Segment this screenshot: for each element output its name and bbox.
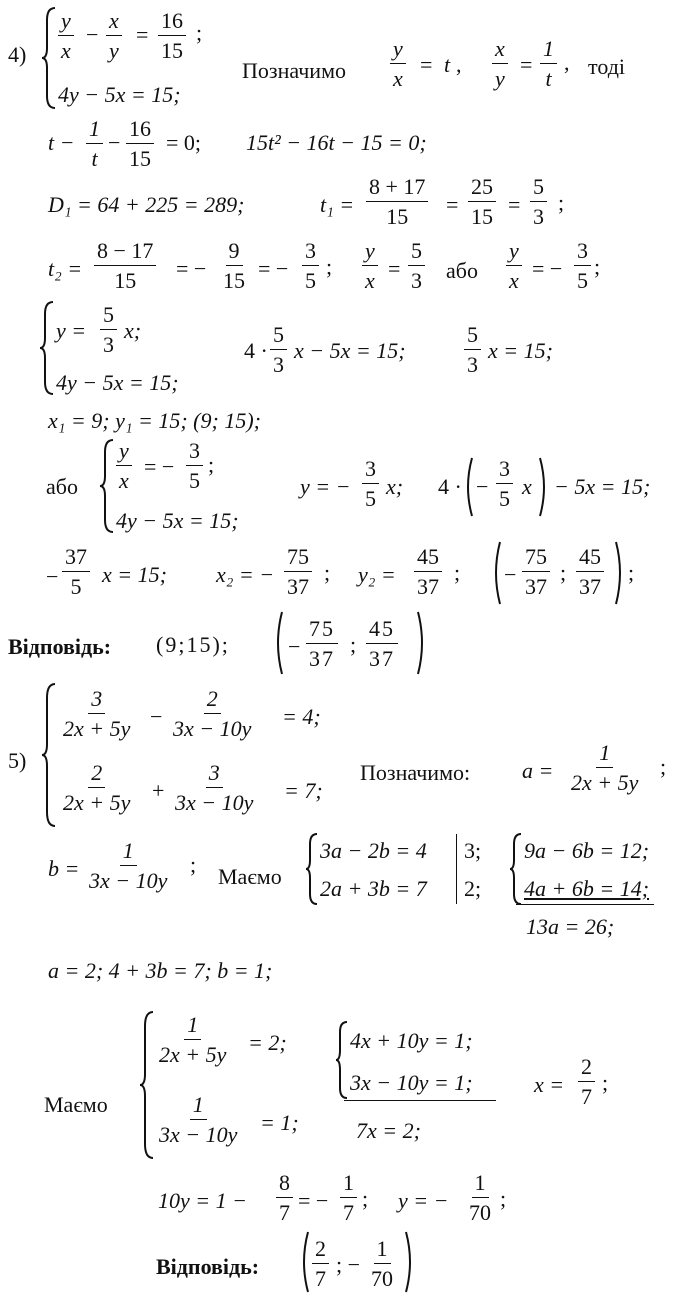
fraction: $\frac{1}{t}$ bbox=[540, 38, 557, 90]
solution-line: x₁ = 9; y₁ = 15; (9; 15); bbox=[48, 408, 261, 433]
expression: = 1; bbox=[260, 1110, 299, 1135]
operator: − bbox=[288, 634, 301, 659]
fraction: $\frac{1}{70}$ bbox=[371, 1236, 393, 1291]
equation-line: 4x + 10y = 1; bbox=[350, 1028, 473, 1053]
fraction: $\frac{1}{t}$ bbox=[86, 118, 103, 170]
fraction: $\frac{16}{15}$ bbox=[158, 10, 186, 62]
fraction: $\frac{16}{15}$ bbox=[126, 118, 154, 170]
operator: − bbox=[504, 562, 517, 587]
operator: = bbox=[520, 52, 533, 77]
operator: − bbox=[46, 564, 59, 589]
word-todi: тоді bbox=[588, 54, 625, 79]
variable: t bbox=[444, 52, 451, 77]
fraction: $\frac{y}{x}$ bbox=[390, 38, 406, 90]
solution-line: a = 2; 4 + 3b = 7; b = 1; bbox=[48, 958, 273, 983]
system-brace bbox=[138, 1010, 156, 1160]
expression: a = bbox=[522, 758, 554, 783]
fraction: $\frac{y}{x}$ bbox=[58, 10, 74, 62]
equation-line: 9a − 6b = 12; bbox=[524, 838, 650, 863]
expression: 4 · bbox=[438, 474, 462, 499]
expression: x; bbox=[386, 474, 404, 499]
separator: ; − bbox=[336, 1252, 361, 1277]
semicolon: ; bbox=[628, 560, 635, 585]
system-brace bbox=[98, 438, 116, 534]
expression: 4 · bbox=[244, 338, 268, 363]
semicolon: ; bbox=[350, 632, 357, 657]
equation-line: 3x − 10y = 1; bbox=[350, 1070, 473, 1095]
comma: , bbox=[456, 52, 462, 77]
fraction: $\frac{1}{3x - 10y}$ bbox=[159, 1092, 238, 1147]
semicolon: ; bbox=[196, 20, 203, 45]
expression: 10y = 1 − bbox=[158, 1188, 247, 1213]
fraction: $\frac{1}{2x + 5y}$ bbox=[571, 740, 639, 795]
fraction: $\frac{y}{x}$ bbox=[506, 240, 522, 292]
system-brace bbox=[304, 832, 320, 906]
fraction: $\frac{45}{37}$ bbox=[576, 546, 604, 598]
multiplier: 2; bbox=[464, 876, 482, 901]
right-paren bbox=[614, 540, 626, 606]
semicolon: ; bbox=[326, 254, 333, 279]
semicolon: ; bbox=[208, 452, 215, 477]
right-paren bbox=[404, 1230, 416, 1294]
fraction: $\frac{5}{3}$ bbox=[270, 324, 287, 376]
expression: x = 15; bbox=[488, 338, 553, 363]
semicolon: ; bbox=[454, 560, 461, 585]
fraction: $\frac{3}{2x + 5y}$ bbox=[63, 686, 131, 741]
semicolon: ; bbox=[594, 254, 601, 279]
semicolon: ; bbox=[362, 1186, 369, 1211]
left-paren bbox=[490, 540, 502, 606]
equation-line: 4y − 5x = 15; bbox=[58, 82, 181, 107]
operator: − bbox=[150, 704, 163, 729]
fraction: $\frac{x}{y}$ bbox=[492, 38, 508, 90]
operator: = − bbox=[176, 256, 207, 281]
word-maemo: Маємо bbox=[218, 864, 282, 889]
fraction: $\frac{2}{7}$ bbox=[312, 1238, 329, 1290]
left-paren bbox=[462, 456, 474, 518]
expression: y = − bbox=[398, 1188, 449, 1213]
expression: b = bbox=[48, 856, 80, 881]
operator: − bbox=[476, 474, 489, 499]
fraction: $\frac{1}{7}$ bbox=[340, 1172, 357, 1224]
fraction: $\frac{2}{7}$ bbox=[578, 1056, 595, 1108]
fraction: $\frac{3}{5}$ bbox=[186, 440, 203, 492]
comma: , bbox=[564, 50, 570, 75]
fraction: $\frac{3}{5}$ bbox=[574, 240, 591, 292]
fraction: $\frac{75}{37}$ bbox=[284, 546, 312, 598]
fraction: $\frac{45}{37}$ bbox=[414, 546, 442, 598]
multiplier-divider bbox=[456, 834, 457, 904]
operator: = − bbox=[298, 1188, 329, 1213]
sum-line bbox=[516, 904, 654, 905]
word-abo: або bbox=[446, 258, 478, 283]
fraction: $\frac{2}{2x + 5y}$ bbox=[63, 760, 131, 815]
fraction: $\frac{y}{x}$ bbox=[116, 440, 132, 492]
semicolon: ; bbox=[602, 1070, 609, 1095]
answer-label: Відповідь: bbox=[156, 1254, 260, 1279]
expression: − 5x = 15; bbox=[554, 474, 651, 499]
fraction: $\frac{45}{37}$ bbox=[366, 618, 398, 670]
left-paren bbox=[272, 610, 284, 676]
fraction: $\frac{5}{3}$ bbox=[100, 304, 117, 356]
expression: = 4; bbox=[282, 704, 321, 729]
answer-label: Відповідь: bbox=[8, 634, 112, 659]
fraction: $\frac{y}{x}$ bbox=[362, 240, 378, 292]
expression: t₂ = bbox=[48, 256, 83, 281]
operator: = bbox=[508, 192, 521, 217]
system-brace bbox=[38, 300, 56, 396]
operator: = − bbox=[144, 454, 175, 479]
system-brace bbox=[508, 832, 524, 906]
expression: x = bbox=[534, 1072, 565, 1097]
semicolon: ; bbox=[560, 560, 567, 585]
fraction: $\frac{37}{5}$ bbox=[62, 546, 90, 598]
fraction: $\frac{8}{7}$ bbox=[276, 1172, 293, 1224]
discriminant: D₁ = 64 + 225 = 289; bbox=[48, 192, 245, 217]
fraction: $\frac{75}{37}$ bbox=[522, 546, 550, 598]
operator: = bbox=[420, 52, 433, 77]
expression: t₁ = bbox=[320, 192, 355, 217]
equation-line: 3a − 2b = 4 bbox=[320, 838, 427, 863]
sum-result: 13a = 26; bbox=[526, 914, 615, 939]
fraction: $\frac{1}{2x + 5y}$ bbox=[159, 1012, 227, 1067]
system-brace bbox=[334, 1020, 350, 1100]
sum-result: 7x = 2; bbox=[356, 1118, 421, 1143]
expression: x; bbox=[124, 318, 142, 343]
expression: x − 5x = 15; bbox=[294, 338, 406, 363]
fraction: $\frac{3}{5}$ bbox=[302, 240, 319, 292]
operator: = bbox=[446, 192, 459, 217]
fraction: $\frac{75}{37}$ bbox=[306, 618, 338, 670]
fraction: $\frac{3}{5}$ bbox=[496, 458, 513, 510]
expression: = 2; bbox=[248, 1030, 287, 1055]
fraction: $\frac{8 + 17}{15}$ bbox=[366, 176, 428, 228]
semicolon: ; bbox=[660, 754, 667, 779]
semicolon: ; bbox=[558, 190, 565, 215]
equation-line: 4y − 5x = 15; bbox=[116, 508, 239, 533]
equation-line: 4y − 5x = 15; bbox=[56, 370, 179, 395]
sum-line bbox=[344, 1100, 496, 1101]
fraction: $\frac{25}{15}$ bbox=[468, 176, 496, 228]
expression: y = bbox=[56, 318, 87, 343]
left-paren bbox=[298, 1230, 310, 1294]
problem-4-label: 4) bbox=[8, 42, 27, 67]
equation-line: 2a + 3b = 7 bbox=[320, 876, 427, 901]
semicolon: ; bbox=[324, 560, 331, 585]
fraction: $\frac{3}{3x - 10y}$ bbox=[175, 760, 254, 815]
answer-pair: (9;15); bbox=[156, 632, 230, 657]
notation-label: Позначимо: bbox=[360, 760, 471, 785]
system-brace bbox=[40, 682, 58, 828]
expression: = 7; bbox=[284, 778, 323, 803]
multiplier: 3; bbox=[464, 838, 482, 863]
operator: = − bbox=[532, 256, 563, 281]
right-paren bbox=[538, 456, 550, 518]
fraction: $\frac{2}{3x - 10y}$ bbox=[173, 686, 252, 741]
expression: = 0; bbox=[166, 130, 202, 155]
expression: t − bbox=[48, 130, 75, 155]
operator: − bbox=[108, 130, 121, 155]
operator: + bbox=[152, 778, 165, 803]
word-abo: або bbox=[46, 474, 78, 499]
fraction: $\frac{9}{15}$ bbox=[223, 238, 245, 293]
expression: y₂ = bbox=[358, 562, 396, 587]
fraction: $\frac{5}{3}$ bbox=[530, 176, 547, 228]
fraction: $\frac{1}{70}$ bbox=[469, 1170, 491, 1225]
fraction: $\frac{x}{y}$ bbox=[106, 10, 122, 62]
problem-5-label: 5) bbox=[8, 748, 27, 773]
notation-label: Позначимо bbox=[242, 58, 346, 83]
semicolon: ; bbox=[500, 1186, 507, 1211]
operator: = bbox=[136, 22, 149, 47]
fraction: $\frac{5}{3}$ bbox=[408, 240, 425, 292]
fraction: $\frac{1}{3x - 10y}$ bbox=[89, 838, 168, 893]
expression: x = 15; bbox=[102, 562, 167, 587]
word-maemo: Маємо bbox=[44, 1092, 108, 1117]
operator: − bbox=[86, 22, 99, 47]
equation-line: 4a + 6b = 14; bbox=[524, 876, 650, 901]
fraction: $\frac{8 - 17}{15}$ bbox=[94, 240, 156, 292]
expression: y = − bbox=[300, 474, 351, 499]
operator: = bbox=[388, 256, 401, 281]
right-paren bbox=[416, 610, 428, 676]
quadratic-equation: 15t² − 16t − 15 = 0; bbox=[246, 130, 427, 155]
fraction: $\frac{5}{3}$ bbox=[464, 324, 481, 376]
system-brace bbox=[40, 6, 58, 110]
operator: = − bbox=[258, 256, 289, 281]
fraction: $\frac{3}{5}$ bbox=[362, 458, 379, 510]
semicolon: ; bbox=[190, 852, 197, 877]
variable: x bbox=[522, 474, 532, 499]
expression: x₂ = − bbox=[216, 562, 275, 587]
